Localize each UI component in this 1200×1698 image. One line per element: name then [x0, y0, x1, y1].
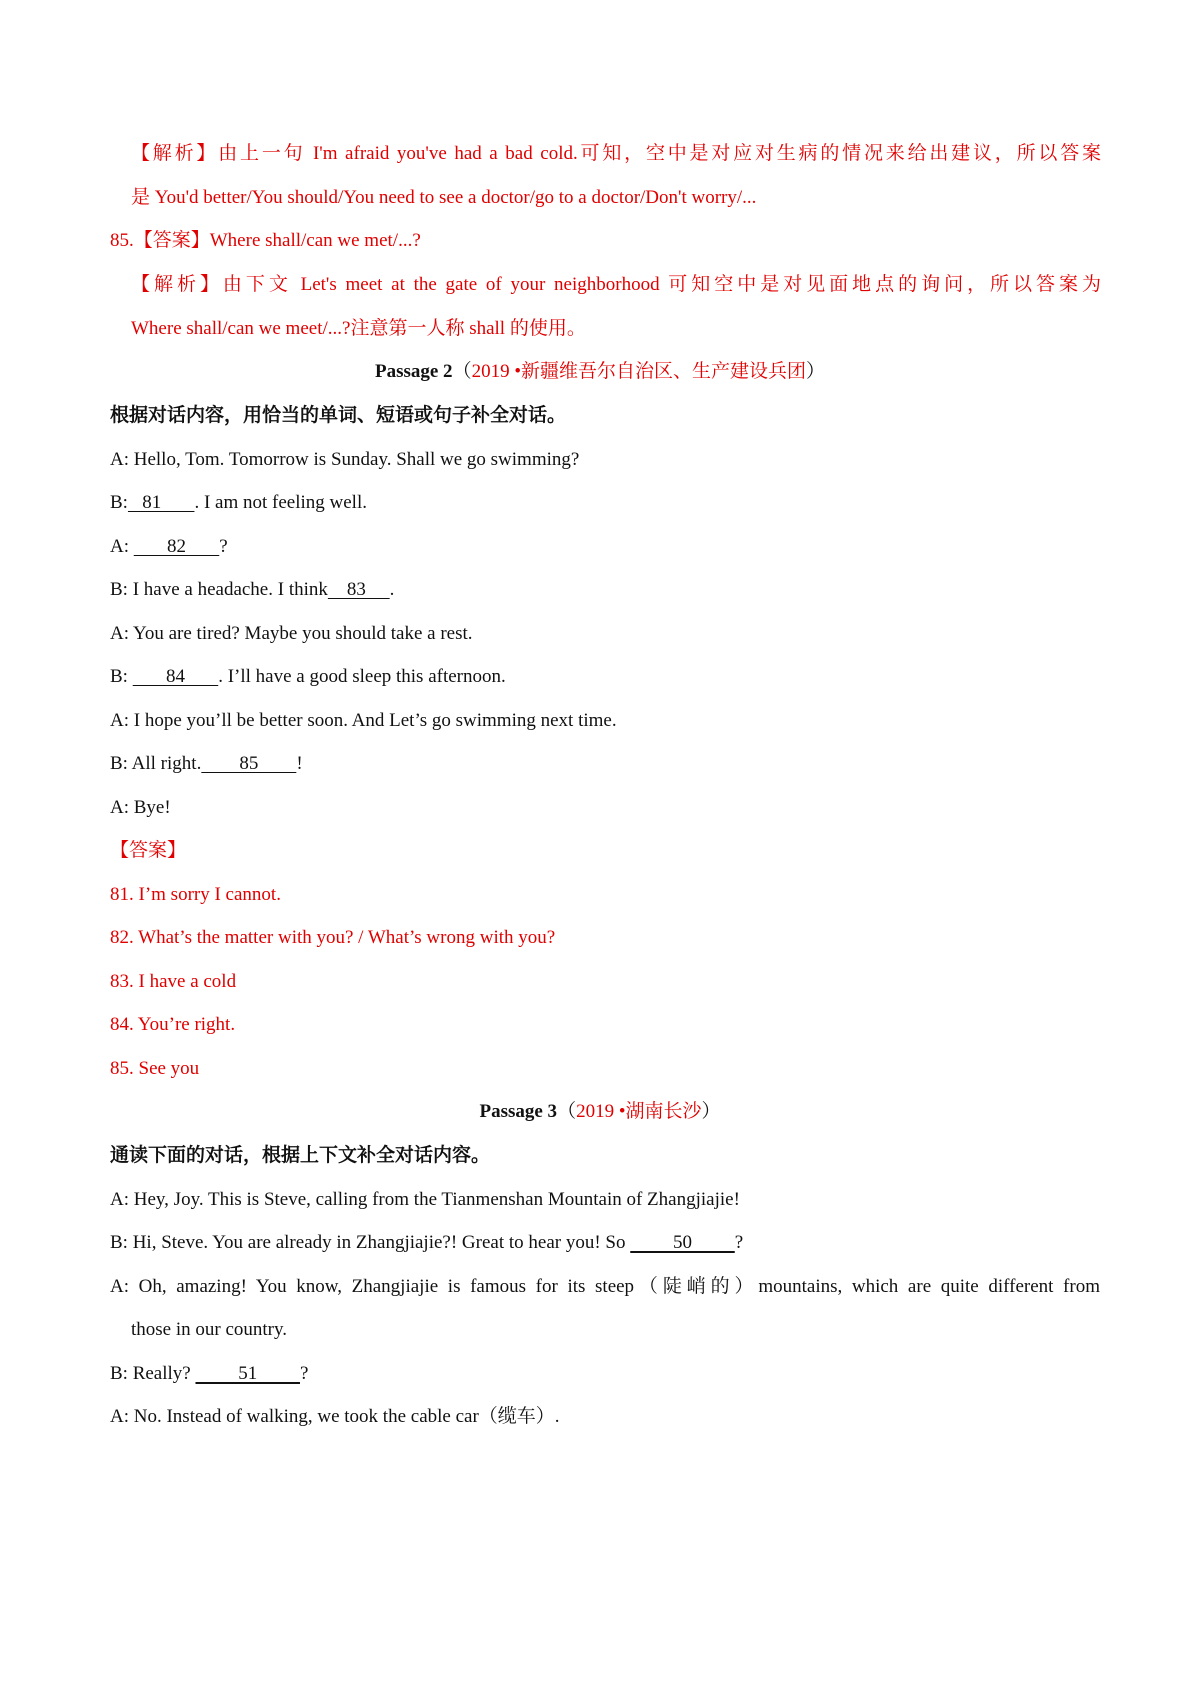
dialogue-line: A: No. Instead of walking, we took the cable car（缆车）. — [110, 1406, 560, 1427]
answer-85: 85.【答案】Where shall/can we met/...? — [110, 230, 421, 251]
dialogue-line — [110, 750, 1100, 778]
passage-3-label: Passage 3 — [479, 1101, 558, 1122]
answer-item: 83. I have a cold — [110, 971, 237, 992]
dialogue-line: A: Hello, Tom. Tomorrow is Sunday. Shall we go swimming? — [110, 449, 580, 470]
dialogue-text: ? — [734, 1232, 744, 1253]
dialogue-text: B: Really? — [110, 1363, 196, 1384]
dialogue-text: B: I have a headache. I think — [110, 579, 328, 600]
dialogue-line — [110, 1229, 1100, 1257]
dialogue-line — [110, 1360, 1100, 1388]
dialogue-line — [110, 576, 1100, 604]
dialogue-text: B: Hi, Steve. You are already in Zhangjiajie?! Great to hear you! So — [110, 1232, 631, 1253]
passage-2-title — [0, 358, 1200, 386]
passage-3-title — [0, 1098, 1200, 1126]
dialogue-text: . I am not feeling well. — [194, 492, 367, 513]
blank-83: 83 — [327, 579, 390, 600]
passage-2-source: 2019 •新疆维吾尔自治区、生产建设兵团 — [471, 361, 806, 382]
dialogue-line — [110, 489, 1100, 517]
dialogue-line: A: Oh, amazing! You know, Zhangjiajie is famous for its steep（陡峭的）mountains, which are quite different from — [110, 1276, 1100, 1297]
dialogue-line: A: Hey, Joy. This is Steve, calling from the Tianmenshan Mountain of Zhangjiajie! — [110, 1189, 740, 1210]
dialogue-text: B: All right. — [110, 753, 202, 774]
dialogue-speaker: A: — [110, 536, 134, 557]
blank-85: 85 — [201, 753, 297, 774]
passage-3-paren-close: ） — [701, 1101, 721, 1122]
passage-3-paren-open: （ — [557, 1101, 577, 1122]
analysis-85-line-1: 【解析】由下文 Let's meet at the gate of your neighborhood 可知空中是对见面地点的询问，所以答案为 — [131, 274, 1101, 295]
blank-84: 84 — [132, 666, 219, 687]
dialogue-line — [110, 663, 1100, 691]
dialogue-line — [110, 533, 1100, 561]
answer-item: 82. What’s the matter with you? / What’s wrong with you? — [110, 927, 556, 948]
answer-label: 【答案】 — [110, 840, 187, 861]
analysis-84-line-1: 【解析】由上一句 I'm afraid you've had a bad cold.可知，空中是对应对生病的情况来给出建议，所以答案 — [131, 143, 1101, 164]
analysis-84-line-2: 是 You'd better/You should/You need to see a doctor/go to a doctor/Don't worry/... — [131, 187, 757, 208]
passage-2-paren-open: （ — [452, 361, 472, 382]
dialogue-line: A: You are tired? Maybe you should take a rest. — [110, 623, 473, 644]
passage-3-source: 2019 •湖南长沙 — [576, 1101, 702, 1122]
answer-item: 85. See you — [110, 1058, 200, 1079]
blank-51: 51 — [195, 1363, 300, 1384]
analysis-85-line-2: Where shall/can we meet/...?注意第一人称 shall 的使用。 — [131, 318, 586, 339]
dialogue-text: . I’ll have a good sleep this afternoon. — [218, 666, 506, 687]
blank-50: 50 — [630, 1232, 735, 1253]
passage-2-instruction: 根据对话内容，用恰当的单词、短语或句子补全对话。 — [110, 405, 567, 426]
dialogue-line: A: Bye! — [110, 797, 171, 818]
answer-item: 81. I’m sorry I cannot. — [110, 884, 281, 905]
dialogue-text: ? — [299, 1363, 309, 1384]
answer-item: 84. You’re right. — [110, 1014, 236, 1035]
dialogue-line: A: I hope you’ll be better soon. And Let’s go swimming next time. — [110, 710, 617, 731]
dialogue-text: . — [389, 579, 395, 600]
dialogue-line-continued: those in our country. — [131, 1319, 288, 1340]
dialogue-text: ! — [296, 753, 303, 774]
blank-82: 82 — [133, 536, 220, 557]
dialogue-speaker: B: — [110, 492, 128, 513]
dialogue-speaker: B: — [110, 666, 133, 687]
passage-2-label: Passage 2 — [374, 361, 453, 382]
passage-3-instruction: 通读下面的对话，根据上下文补全对话内容。 — [110, 1145, 491, 1166]
dialogue-text: ? — [219, 536, 228, 557]
passage-2-paren-close: ） — [805, 361, 825, 382]
blank-81: 81 — [127, 492, 195, 513]
